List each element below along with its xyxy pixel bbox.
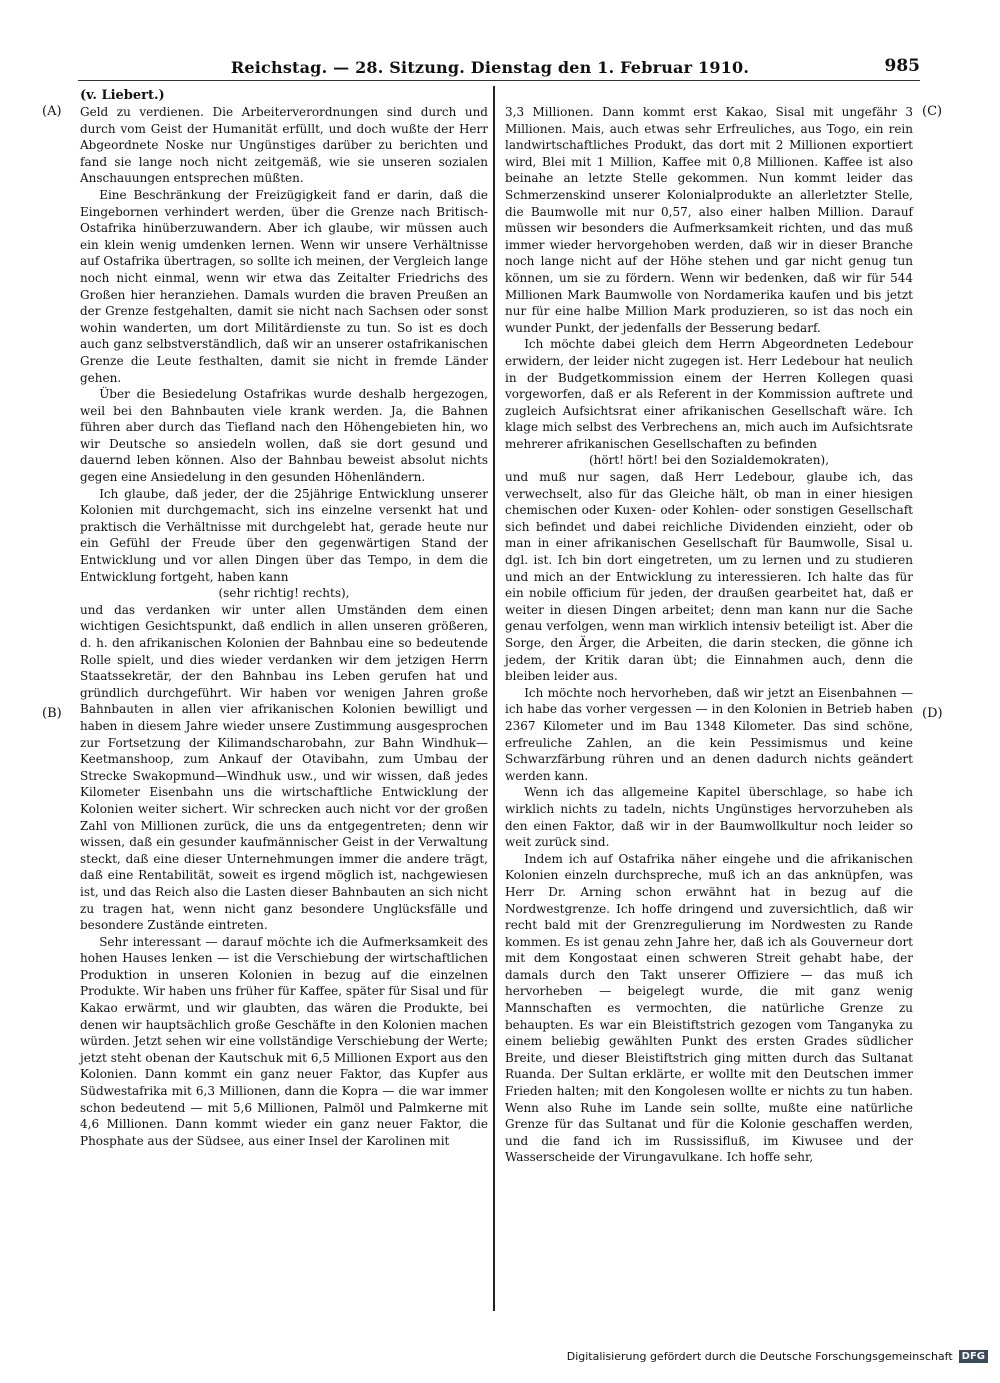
paragraph: und muß nur sagen, daß Herr Ledebour, glaube ich, das verwechselt, also für das Gleiche hält, ob man in einer hiesigen chemischen oder Kuxen- oder Kohlen- oder sonstigen Gesellschaft sich befindet und dabei reichliche Dividenden einzieht, oder ob man in einer afrikanischen Gesellschaft für Baumwolle, Sisal u. dgl. ist. Ich bin dort eingetreten, um zu lernen und zu studieren und mich an der Entwicklung zu interessieren. Ich halte das für ein nobile officium für jeden, der draußen gearbeitet hat, daß er weiter in diesen Dingen arbeitet; denn man kann nur die Sache genau verfolgen, wenn man wirklich intensiv beteiligt ist. Aber die Sorge, den Ärger, die Arbeiten, die darin stecken, die gönne ich jedem, der Kritik daran übt; die Einnahmen auch, denn die bleiben leider aus. [505, 470, 913, 684]
paragraph: Ich glaube, daß jeder, der die 25jährige Entwicklung unserer Kolonien mit durchgemacht, sich ins einzelne versenkt hat und praktisch die Verhältnisse mit durchgelebt hat, gerade heute nur ein Gefühl der Freude über den gegenwärtigen Stand der Entwicklung und vor allen Dingen über das Tempo, in dem die Entwicklung fortgeht, haben kann [80, 486, 488, 584]
paragraph: Ich möchte noch hervorheben, daß wir jetzt an Eisenbahnen — ich habe das vorher vergessen — in den Kolonien in Betrieb haben 2367 Kilometer und im Bau 1348 Kilometer. Das sind schöne, erfreuliche Zahlen, an die kein Pessimismus und keine Schwarzfärbung rühren und an denen dadurch nichts geändert werden kann. [505, 685, 913, 783]
page-header [60, 56, 920, 82]
speaker-label: (v. Liebert.) [80, 88, 165, 103]
interjection: (hört! hört! bei den Sozialdemokraten), [588, 453, 830, 468]
margin-marker-b: (B) [42, 706, 62, 721]
margin-marker-c: (C) [922, 104, 943, 119]
page-number: 985 [884, 56, 920, 76]
paragraph: Über die Besiedelung Ostafrikas wurde deshalb hergezogen, weil bei den Bahnbauten viele krank werden. Ja, die Bahnen führen aber durch das Tiefland nach den Höhengebieten hin, wo wir Deutsche so ansiedeln wollen, daß sie dort gesund und dauernd leben können. Also der Bahnbau beweist absolut nichts gegen eine Ansiedelung in den gesunden Höhenländern. [80, 387, 488, 485]
paragraph: Indem ich auf Ostafrika näher eingehe und die afrikanischen Kolonien einzeln durchspreche, muß ich an das anknüpfen, was Herr Dr. Arning schon erwähnt hat in bezug auf die Nordwestgrenze. Ich hoffe dringend und zuversichtlich, daß wir recht bald mit der Grenzregulierung im Nordwesten zu Rande kommen. Es ist genau zehn Jahre her, daß ich als Gouverneur dort mit dem Kongostaat einen schweren Streit gehabt habe, der damals durch den Takt unserer Offiziere — das muß ich hervorheben — beigelegt wurde, die mit ganz wenig Mannschaften es vermochten, die natürliche Grenze zu behaupten. Es war ein Bleistiftstrich gezogen vom Tanganyka zu einem beliebig gewählten Punkt des ersten Grades südlicher Breite, und dieser Bleistiftstrich ging mitten durch das Sultanat Ruanda. Der Sultan erklärte, er wollte mit den Deutschen immer Frieden halten; mit den Kongolesen wollte er nichts zu tun haben. Wenn also Ruhe im Lande sein sollte, mußte eine natürliche Grenze für das Sultanat und für die Kolonie geschaffen werden, und die fand ich im Russissifluß, im Kiwusee und der Wasserscheide der Virungavulkane. Ich hoffe sehr, [505, 851, 913, 1165]
margin-marker-a: (A) [42, 104, 62, 119]
paragraph: und das verdanken wir unter allen Umständen dem einen wichtigen Gesichtspunkt, daß endlich in allen unseren größeren, d. h. den afrikanischen Kolonien der Bahnbau eine so bedeutende Rolle spielt, und dies wieder verdanken wir dem jetzigen Herrn Staatssekretär, der den Bahnbau ins Leben gerufen hat und gründlich durchgeführt. Wir haben vor wenigen Jahren große Bahnbauten in allen vier afrikanischen Kolonien bewilligt und haben in diesem Jahre wieder unsere Zustimmung ausgesprochen zur Fortsetzung der Kilimandscharobahn, zur Bahn Windhuk—Keetmanshoop, zum Ankauf der Otavibahn, zum Umbau der Strecke Swakopmund—Windhuk usw., und wir wissen, daß jedes Kilometer Eisenbahn uns die wirtschaftliche Entwicklung der Kolonien weiter sichert. Wir schrecken auch nicht vor der großen Zahl von Millionen zurück, die uns da entgegentreten; denn wir wissen, daß ein gesunder kaufmännischer Geist in der Verwaltung steckt, daß eine dieser Unternehmungen immer die andere trägt, daß eine Rentabilität, soweit es irgend möglich ist, nachgewiesen ist, und das Reich also die Lasten dieser Bahnbauten an sich nicht zu tragen hat, wenn nicht ganz besondere Unglücksfälle und besondere Zustände eintreten. [80, 602, 488, 933]
footer-text: Digitalisierung gefördert durch die Deutsche Forschungsgemeinschaft [566, 1350, 953, 1363]
paragraph: Wenn ich das allgemeine Kapitel überschlage, so habe ich wirklich nichts zu tadeln, nichts Ungünstiges hervorzuheben als den einen Faktor, daß wir in der Baumwollkultur noch leider so weit zurück sind. [505, 785, 913, 850]
paragraph: Ich möchte dabei gleich dem Herrn Abgeordneten Ledebour erwidern, der leider nicht zugegen ist. Herr Ledebour hat neulich in der Budgetkommission einem der Herren Kollegen quasi vorgeworfen, daß er als Referent in der Kommission auftrete und zugleich Aufsichtsrat einer afrikanischen Gesellschaft wäre. Ich klage mich selbst des Verbrechens an, mich auch im Aufsichtsrate mehrerer afrikanischen Gesellschaften zu befinden [505, 337, 913, 451]
paragraph: Sehr interessant — darauf möchte ich die Aufmerksamkeit des hohen Hauses lenken — ist die Verschiebung der wirtschaftlichen Produktion in unseren Kolonien in bezug auf die einzelnen Produkte. Wir haben uns früher für Kaffee, später für Sisal und für Kakao erwärmt, und wir glaubten, das wären die Produkte, bei denen wir hauptsächlich große Geschäfte in den Kolonien machen würden. Jetzt sehen wir eine vollständige Verschiebung der Werte; jetzt steht obenan der Kautschuk mit 6,5 Millionen Export aus den Kolonien. Dann kommt ein ganz neuer Faktor, das Kupfer aus Südwestafrika mit 6,3 Millionen, dann die Kopra — die war immer schon bedeutend — mit 5,6 Millionen, Palmöl und Palmkerne mit 4,6 Millionen. Dann kommt wieder ein ganz neuer Faktor, die Phosphate aus der Südsee, aus einer Insel der Karolinen mit [80, 934, 488, 1148]
interjection: (sehr richtig! rechts), [218, 586, 350, 601]
paragraph: Eine Beschränkung der Freizügigkeit fand er darin, daß die Eingebornen verhindert werden, über die Grenze nach Britisch-Ostafrika hinüberzuwandern. Aber ich glaube, wir müssen auch ein klein wenig umdenken lernen. Wenn wir unsere Verhältnisse auf Ostafrika übertragen, so sollte ich meinen, der Vergleich lange noch nicht einmal, wenn wir etwa das Zeitalter Friedrichs des Großen hier heranziehen. Damals wurden die braven Preußen an der Grenze festgehalten, damit sie nicht nach Sachsen oder sonst wohin wanderten, um dort Militärdienste zu tun. So ist es doch auch ganz selbstverständlich, daß wir an unserer ostafrikanischen Grenze die Leute festhalten, damit sie nicht in fremde Länder gehen. [80, 187, 488, 385]
left-column [80, 104, 488, 1149]
header-title: Reichstag. — 28. Sitzung. Dienstag den 1. Februar 1910. [230, 58, 750, 77]
paragraph: Geld zu verdienen. Die Arbeiterverordnungen sind durch und durch vom Geist der Humanität erfüllt, und doch wußte der Herr Abgeordnete Noske nur Ungünstiges darüber zu berichten und fand sie lange noch nicht zeitgemäß, wie sie unseren sozialen Anschauungen entsprechen müßten. [80, 105, 488, 186]
paragraph: 3,3 Millionen. Dann kommt erst Kakao, Sisal mit ungefähr 3 Millionen. Mais, auch etwas sehr Erfreuliches, aus Togo, ein rein landwirtschaftliches Produkt, das dort mit 2 Millionen exportiert wird, Blei mit 1 Million, Kaffee mit 0,8 Millionen. Kaffee ist also beinahe an letzte Stelle gekommen. Nun kommt leider das Schmerzenskind unserer Kolonialprodukte an allerletzter Stelle, die Baumwolle mit nur 0,57, also einer halben Million. Darauf müssen wir besonders die Aufmerksamkeit richten, und das muß immer wieder hervorgehoben werden, daß wir in dieser Branche noch lange nicht auf der Höhe stehen und gar nicht genug tun können, um sie zu fördern. Wenn wir bedenken, daß wir für 544 Millionen Mark Baumwolle von Nordamerika kaufen und bis jetzt nur für eine halbe Million Mark produzieren, so ist das noch ein wunder Punkt, der jedenfalls der Besserung bedarf. [505, 105, 913, 335]
footer [567, 1350, 988, 1363]
margin-marker-d: (D) [922, 706, 943, 721]
right-column [505, 104, 913, 1166]
header-rule [78, 80, 920, 81]
column-divider [493, 86, 495, 1311]
dfg-logo-icon: DFG [959, 1350, 988, 1363]
